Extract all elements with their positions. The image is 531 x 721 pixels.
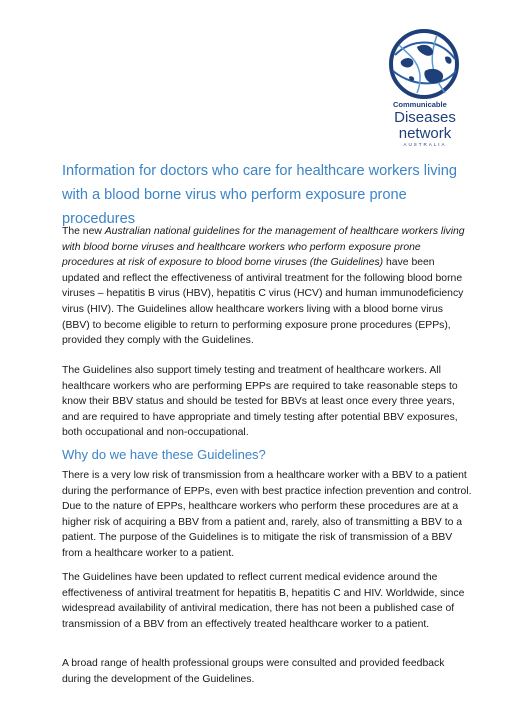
logo-text-australia: AUSTRALIA <box>403 141 447 147</box>
section-heading-why: Why do we have these Guidelines? <box>62 447 266 462</box>
logo-text-communicable: Communicable <box>393 100 447 109</box>
logo-text-diseases: Diseases <box>394 108 456 126</box>
cdna-logo <box>385 27 465 147</box>
intro-lead: The new <box>62 226 105 237</box>
risk-paragraph: There is a very low risk of transmission from a healthcare worker with a BBV to a patient during the performance of EPPs, even with best practice infection prevention and control. Due to the nature of EPPs, healthcare workers who perform these procedures are at a higher risk of acquiring a BBV from a patient and, rarely, also of transmitting a BBV to a patient. The purpose of the Guidelines is to mitigate the risk of transmission of a BBV from a healthcare worker to a patient. <box>62 470 472 559</box>
testing-paragraph: The Guidelines also support timely testing and treatment of healthcare workers. All healthcare workers who are performing EPPs are required to take reasonable steps to know their BBV status and should be tested for BBVs at least once every three years, and are required to have appropriate and timely testing after potential BBV exposures, both occupational and non-occupational. <box>62 365 458 439</box>
document-title: Information for doctors who care for healthcare workers living with a blood borne virus who perform exposure prone procedures <box>62 163 458 227</box>
logo-text-network: network <box>398 124 452 142</box>
consultation-paragraph: A broad range of health professional groups were consulted and provided feedback during the development of the Guidelines. <box>62 658 445 685</box>
evidence-paragraph: The Guidelines have been updated to reflect current medical evidence around the effectiveness of antiviral treatment for hepatitis B, hepatitis C and HIV. Worldwide, since widespread availability of antiviral medication, there has not been a published case of transmission of a BBV from an effectively treated healthcare worker to a patient. <box>62 572 465 630</box>
globe-icon <box>387 27 461 101</box>
guidelines-full-title: Australian national guidelines for the management of healthcare workers living with blood borne viruses and healthcare workers who perform exposure prone procedures at risk of exposure to blood borne viruses (the Guidelines) <box>62 226 465 269</box>
intro-rest: have been updated and reflect the effectiveness of antiviral treatment for the following blood borne viruses – hepatitis B virus (HBV), hepatitis C virus (HCV) and human immunodeficiency virus (HIV). The Guidelines allow healthcare workers living with a blood borne virus (BBV) to become eligible to return to performing exposure prone procedures (EPPs), provided they comply with the Guidelines. <box>62 257 464 347</box>
intro-paragraph <box>62 224 472 349</box>
